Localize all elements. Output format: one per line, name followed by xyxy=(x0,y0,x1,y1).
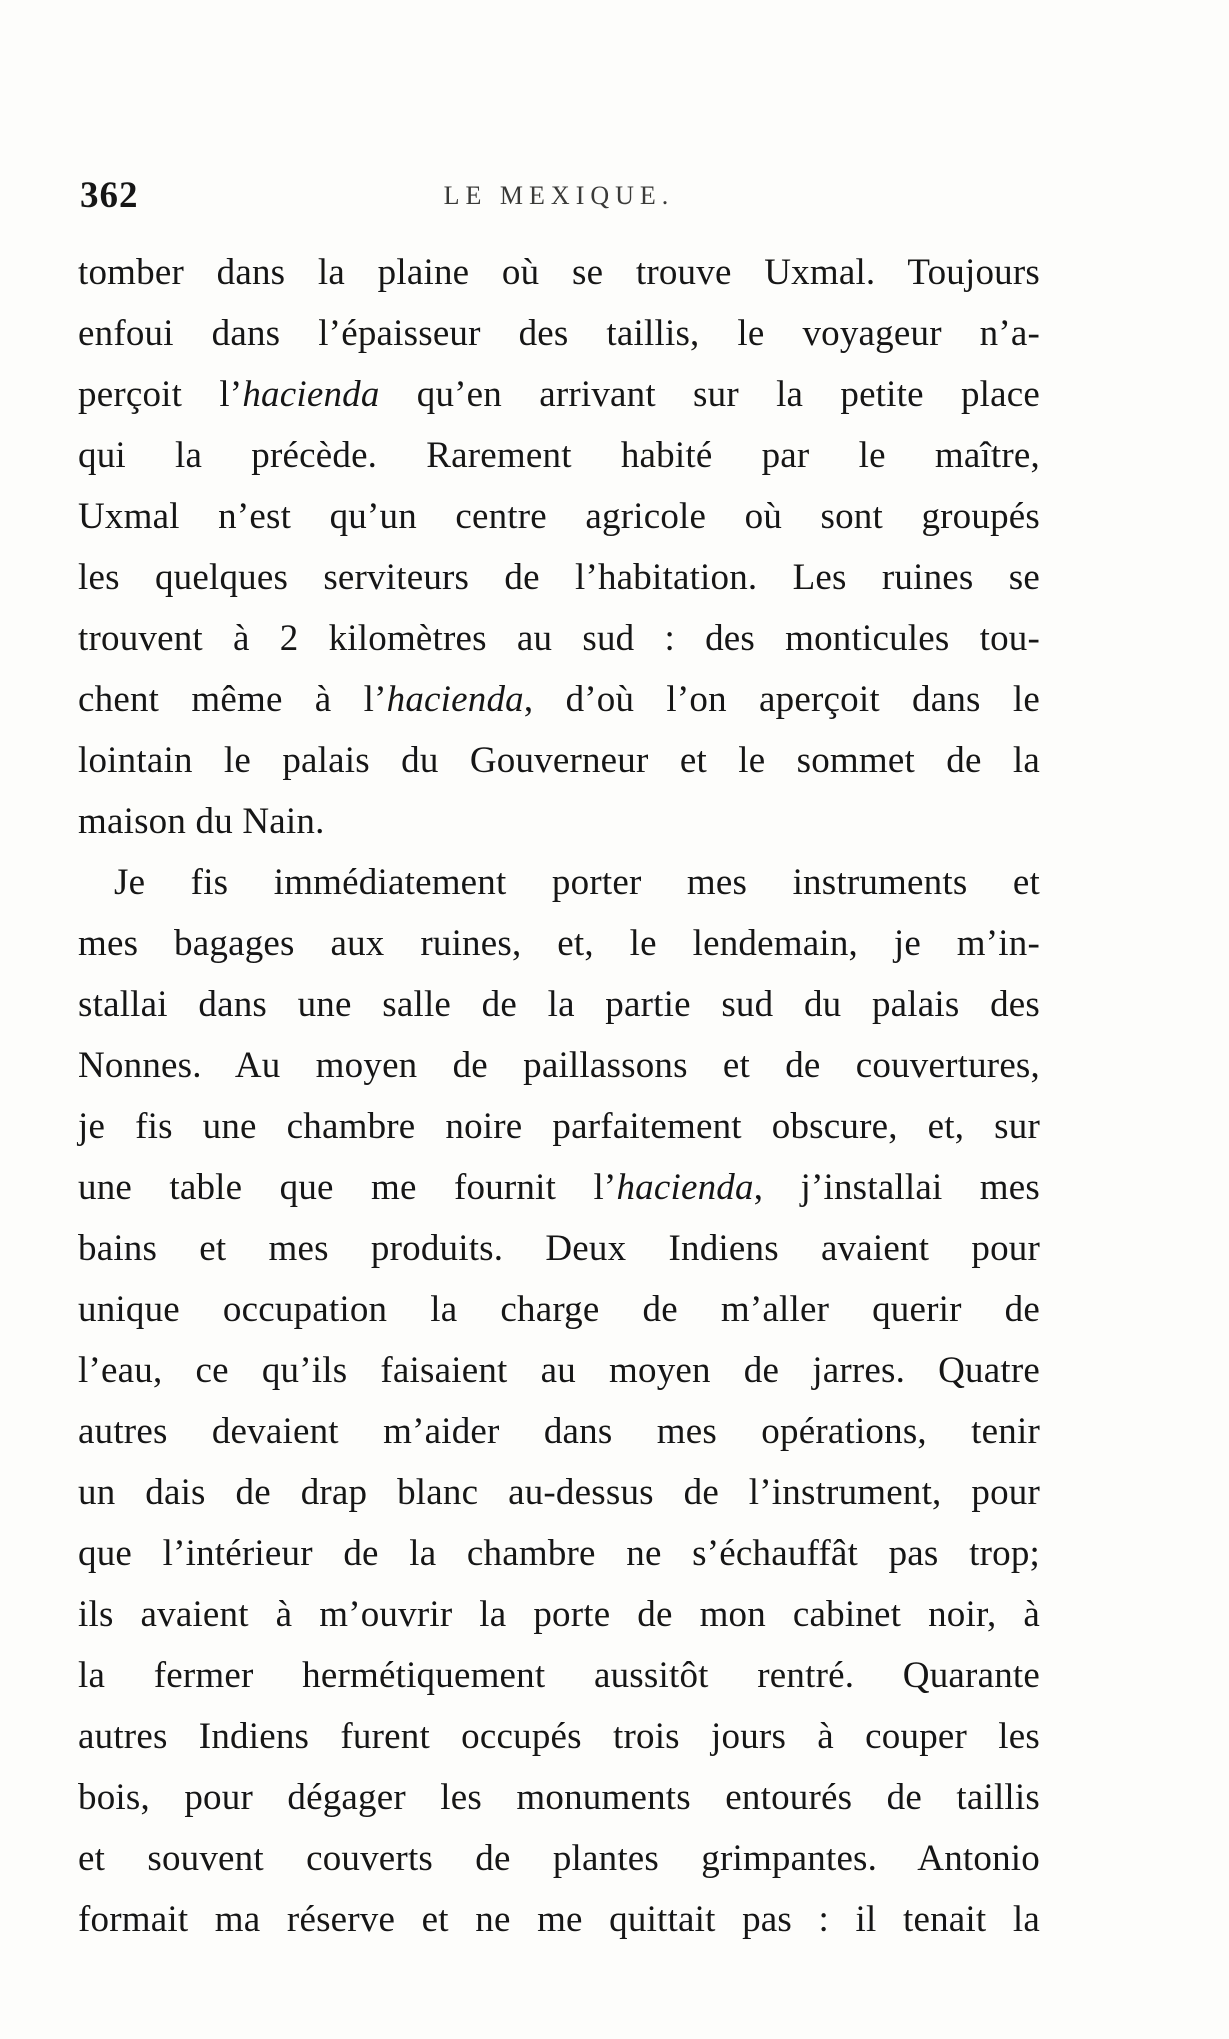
text-line xyxy=(78,242,1040,303)
text-run: ils avaient à m’ouvrir la porte de mon cabinet noir, à xyxy=(78,1594,1040,1635)
text-run: et souvent couverts de plantes grimpantes. Antonio xyxy=(78,1838,1040,1879)
text-line xyxy=(78,791,1040,852)
text-line xyxy=(78,730,1040,791)
text-line xyxy=(78,1279,1040,1340)
text-run: je fis une chambre noire parfaitement obscure, et, sur xyxy=(78,1106,1040,1147)
text-line xyxy=(78,1706,1040,1767)
italic-word: hacienda xyxy=(616,1167,754,1208)
text-run: l’eau, ce qu’ils faisaient au moyen de jarres. Quatre xyxy=(78,1350,1040,1391)
text-run: une table que me fournit l’ xyxy=(78,1167,617,1208)
text-line xyxy=(78,1340,1040,1401)
text-run: Nonnes. Au moyen de paillassons et de couvertures, xyxy=(78,1045,1040,1086)
text-run: mes bagages aux ruines, et, le lendemain, je m’in- xyxy=(78,923,1040,964)
italic-word: hacienda xyxy=(386,679,524,720)
text-run: qu’en arrivant sur la petite place xyxy=(379,374,1040,415)
text-line xyxy=(78,364,1040,425)
text-run: formait ma réserve et ne me quittait pas : il tenait la xyxy=(78,1899,1040,1940)
text-run: maison du Nain. xyxy=(78,801,325,842)
text-line xyxy=(78,303,1040,364)
text-run: autres devaient m’aider dans mes opérations, tenir xyxy=(78,1411,1040,1452)
text-run: , d’où l’on aperçoit dans le xyxy=(523,679,1040,720)
text-line xyxy=(78,913,1040,974)
text-run: que l’intérieur de la chambre ne s’échauffât pas trop; xyxy=(78,1533,1040,1574)
text-line xyxy=(78,974,1040,1035)
text-run: stallai dans une salle de la partie sud du palais des xyxy=(78,984,1040,1025)
text-run: tomber dans la plaine où se trouve Uxmal. Toujours xyxy=(78,252,1040,293)
text-line xyxy=(78,1584,1040,1645)
page-body xyxy=(78,242,1040,1950)
text-line xyxy=(78,1035,1040,1096)
text-run: autres Indiens furent occupés trois jours à couper les xyxy=(78,1716,1040,1757)
text-line xyxy=(78,425,1040,486)
page-number: 362 xyxy=(80,175,139,216)
text-line xyxy=(78,1645,1040,1706)
text-run: bois, pour dégager les monuments entourés de taillis xyxy=(78,1777,1040,1818)
text-line xyxy=(78,486,1040,547)
text-run: un dais de drap blanc au-dessus de l’instrument, pour xyxy=(78,1472,1040,1513)
text-line xyxy=(78,1096,1040,1157)
text-line xyxy=(78,608,1040,669)
running-title: LE MEXIQUE. xyxy=(443,181,675,210)
text-line xyxy=(78,547,1040,608)
text-run: enfoui dans l’épaisseur des taillis, le voyageur n’a- xyxy=(78,313,1040,354)
text-run: perçoit l’ xyxy=(78,374,243,415)
text-run: la fermer hermétiquement aussitôt rentré. Quarante xyxy=(78,1655,1040,1696)
text-run: bains et mes produits. Deux Indiens avaient pour xyxy=(78,1228,1040,1269)
text-line xyxy=(78,852,1040,913)
page-content xyxy=(78,172,1040,1950)
text-line xyxy=(78,1218,1040,1279)
text-line xyxy=(78,1828,1040,1889)
text-run: lointain le palais du Gouverneur et le sommet de la xyxy=(78,740,1040,781)
text-run: qui la précède. Rarement habité par le maître, xyxy=(78,435,1040,476)
text-line xyxy=(78,1523,1040,1584)
text-line xyxy=(78,1401,1040,1462)
text-run: les quelques serviteurs de l’habitation. Les ruines se xyxy=(78,557,1040,598)
text-run: , j’installai mes xyxy=(753,1167,1040,1208)
text-run: Uxmal n’est qu’un centre agricole où sont groupés xyxy=(78,496,1040,537)
text-line xyxy=(78,1889,1040,1950)
text-line xyxy=(78,669,1040,730)
italic-word: hacienda xyxy=(242,374,380,415)
text-run: unique occupation la charge de m’aller querir de xyxy=(78,1289,1040,1330)
text-line xyxy=(78,1767,1040,1828)
text-line xyxy=(78,1157,1040,1218)
text-run: chent même à l’ xyxy=(78,679,387,720)
page-header xyxy=(78,172,1040,234)
text-run: Je fis immédiatement porter mes instruments et xyxy=(114,862,1040,903)
text-run: trouvent à 2 kilomètres au sud : des monticules tou- xyxy=(78,618,1040,659)
text-line xyxy=(78,1462,1040,1523)
